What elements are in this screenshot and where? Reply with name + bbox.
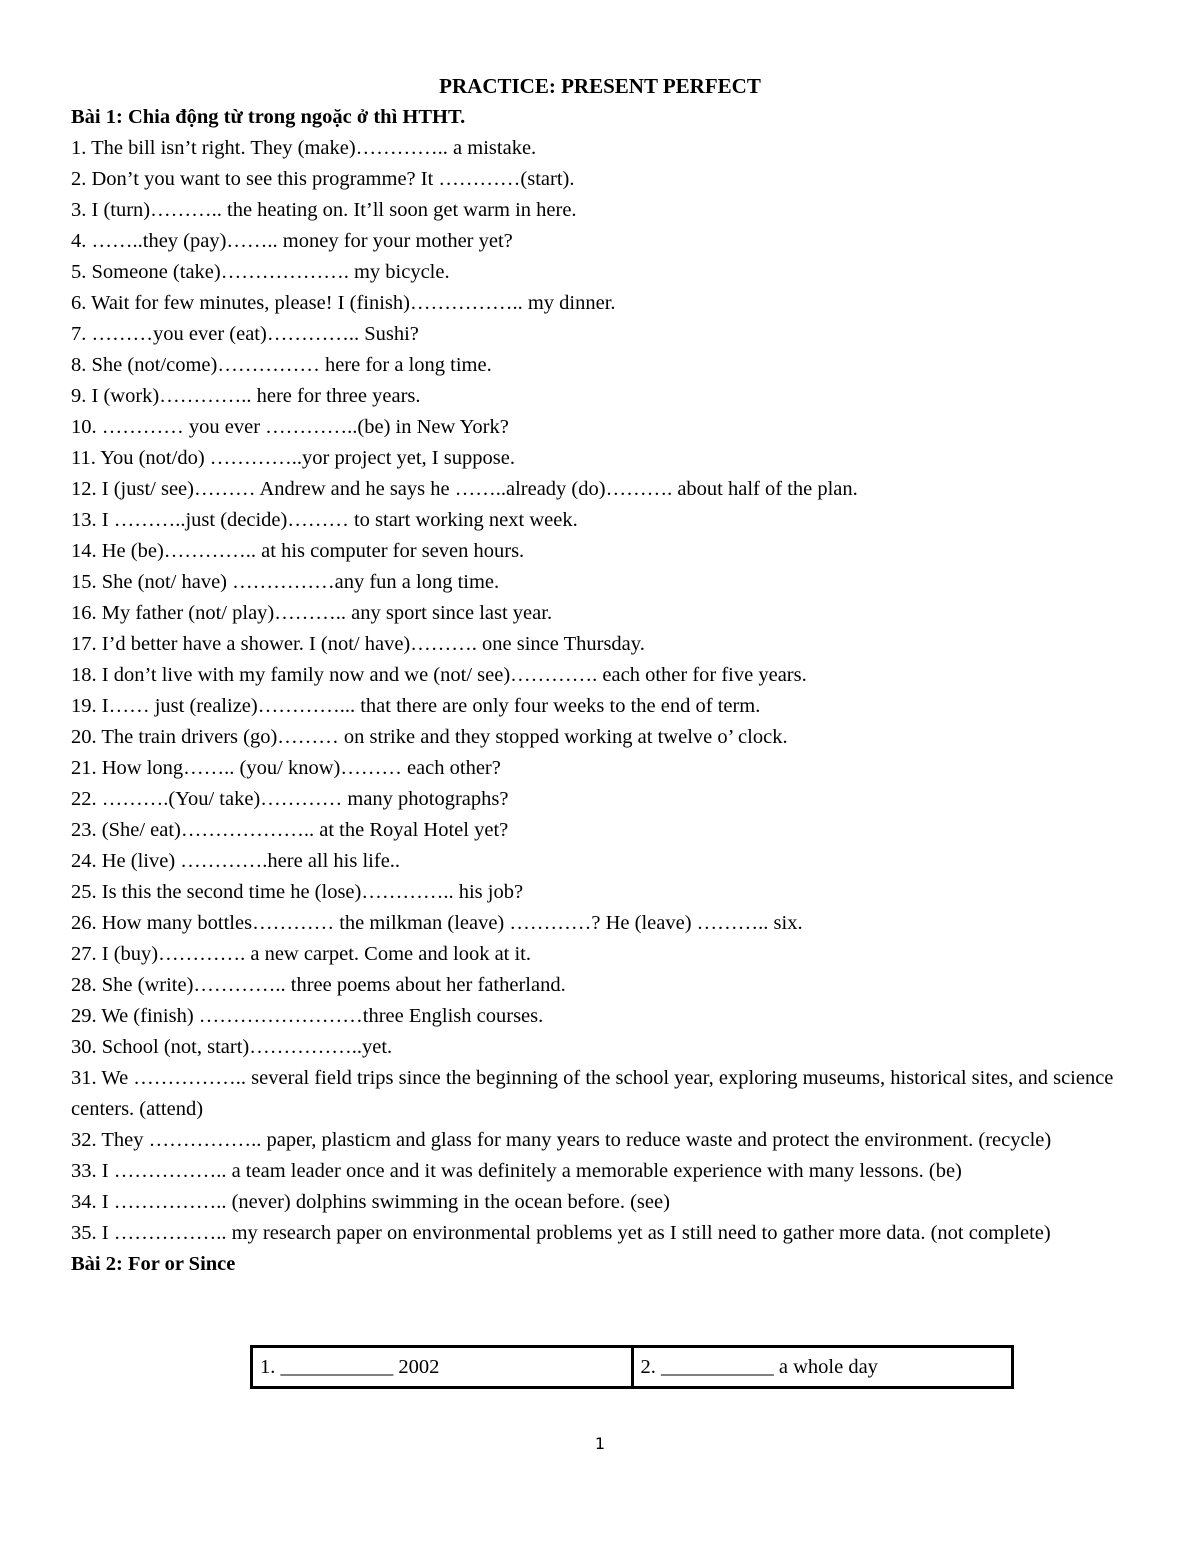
exercise-item: 12. I (just/ see)……… Andrew and he says he ……..already (do)………. about half of the plan. [71,478,858,500]
exercise-item: 6. Wait for few minutes, please! I (finish)…………….. my dinner. [71,292,616,314]
exercise-1-heading: Bài 1: Chia động từ trong ngoặc ở thì HTHT. [71,106,466,128]
exercise-item: 18. I don’t live with my family now and we (not/ see)…………. each other for five years. [71,664,807,686]
exercise-item: 33. I …………….. a team leader once and it was definitely a memorable experience with many lessons. (be) [71,1160,962,1182]
exercise-item: 1. The bill isn’t right. They (make)………….. a mistake. [71,137,537,159]
exercise-item: 9. I (work)………….. here for three years. [71,385,421,407]
table-cell: 1. ___________ 2002 [253,1348,634,1386]
exercise-item: 15. She (not/ have) ……………any fun a long time. [71,571,500,593]
exercise-item: 2. Don’t you want to see this programme? It …………(start). [71,168,575,190]
exercise-item: 5. Someone (take)………………. my bicycle. [71,261,450,283]
exercise-item: 10. ………… you ever …………..(be) in New York? [71,416,509,438]
exercise-1 [71,102,1121,1280]
exercise-item: 26. How many bottles………… the milkman (leave) …………? He (leave) ……….. six. [71,912,803,934]
exercise-item: 16. My father (not/ play)……….. any sport since last year. [71,602,553,624]
exercise-item: 23. (She/ eat)……………….. at the Royal Hotel yet? [71,819,509,841]
exercise-2-heading: Bài 2: For or Since [71,1253,236,1275]
exercise-item: 19. I…… just (realize)…………... that there are only four weeks to the end of term. [71,695,761,717]
exercise-item: 14. He (be)………….. at his computer for seven hours. [71,540,525,562]
exercise-item: 31. We …………….. several field trips since the beginning of the school year, exploring museums, historical sites, and science centers. (attend) [71,1067,1114,1120]
exercise-item: 32. They …………….. paper, plasticm and glass for many years to reduce waste and protect the environment. (recycle) [71,1129,1052,1151]
exercise-item: 7. ………you ever (eat)………….. Sushi? [71,323,419,345]
exercise-item: 25. Is this the second time he (lose)………….. his job? [71,881,524,903]
exercise-item: 24. He (live) ………….here all his life.. [71,850,401,872]
exercise-item: 17. I’d better have a shower. I (not/ have)………. one since Thursday. [71,633,645,655]
for-since-table [250,1345,1014,1389]
exercise-item: 20. The train drivers (go)……… on strike and they stopped working at twelve o’ clock. [71,726,788,748]
exercise-item: 28. She (write)………….. three poems about her fatherland. [71,974,566,996]
exercise-item: 4. ……..they (pay)…….. money for your mother yet? [71,230,513,252]
exercise-item: 27. I (buy)…………. a new carpet. Come and look at it. [71,943,531,965]
exercise-item: 3. I (turn)……….. the heating on. It’ll soon get warm in here. [71,199,577,221]
exercise-item: 11. You (not/do) …………..yor project yet, I suppose. [71,447,515,469]
exercise-item: 13. I ………..just (decide)……… to start working next week. [71,509,578,531]
exercise-item: 29. We (finish) ……………………three English courses. [71,1005,544,1027]
page-number: 1 [594,1434,606,1453]
exercise-item: 34. I …………….. (never) dolphins swimming in the ocean before. (see) [71,1191,670,1213]
exercise-item: 21. How long…….. (you/ know)……… each other? [71,757,501,779]
exercise-item: 22. ……….(You/ take)………… many photographs? [71,788,509,810]
exercise-item: 30. School (not, start)……………..yet. [71,1036,393,1058]
page-title: PRACTICE: PRESENT PERFECT [439,74,761,98]
exercise-item: 35. I …………….. my research paper on environmental problems yet as I still need to gather more data. (not complete) [71,1222,1051,1244]
exercise-item: 8. She (not/come)…………… here for a long time. [71,354,492,376]
table-cell: 2. ___________ a whole day [640,1356,878,1378]
